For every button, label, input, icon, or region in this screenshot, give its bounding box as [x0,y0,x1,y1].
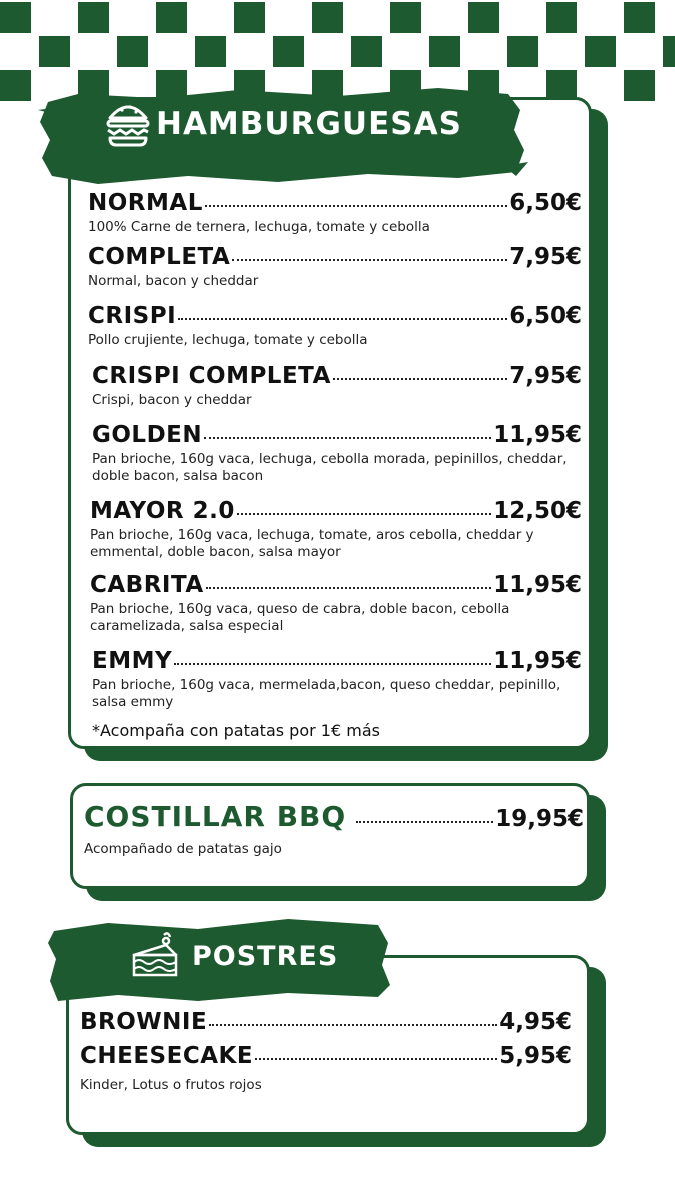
checker-square [195,36,226,67]
item-name: CRISPI [88,303,177,329]
ribs-item [84,800,584,858]
checker-square [468,2,499,33]
item-description: Pan brioche, 160g vaca, lechuga, tomate, aros cebolla, cheddar y emmental, doble bacon, salsa mayor [90,527,534,560]
checker-square [507,36,538,67]
checker-square [624,70,655,101]
item-name: NORMAL [88,190,203,216]
ribs-title: COSTILLAR BBQ [84,800,347,833]
item-name: CHEESECAKE [80,1043,254,1069]
checker-square [117,36,148,67]
burgers-title: HAMBURGUESAS [156,106,462,142]
item-description: Pan brioche, 160g vaca, queso de cabra, doble bacon, cebolla caramelizada, salsa especial [90,601,510,634]
dot-leader [356,821,493,823]
menu-item [80,1009,572,1035]
burgers-banner [38,80,528,190]
checker-square [624,2,655,33]
item-price: 11,95€ [493,572,582,598]
item-price: 11,95€ [493,648,582,674]
menu-item [88,303,582,349]
burger-icon [106,98,150,148]
desserts-title: POSTRES [192,941,339,972]
item-name: GOLDEN [92,422,203,448]
menu-item [88,190,582,236]
item-price: 7,95€ [509,363,582,389]
checker-square [663,36,675,67]
item-price: 6,50€ [509,190,582,216]
checker-square [585,36,616,67]
item-price: 6,50€ [509,303,582,329]
dot-leader [237,513,491,515]
item-description: Pollo crujiente, lechuga, tomate y cebolla [88,332,368,348]
checker-square [546,2,577,33]
checker-square [273,36,304,67]
dot-leader [178,318,507,320]
dot-leader [209,1024,497,1026]
ribs-price: 19,95€ [495,806,584,832]
dot-leader [333,378,507,380]
item-name: MAYOR 2.0 [90,498,235,524]
item-description: Pan brioche, 160g vaca, lechuga, cebolla morada, pepinillos, cheddar, doble bacon, salsa bacon [92,451,567,484]
item-name: COMPLETA [88,244,231,270]
checker-square [312,2,343,33]
item-description: Pan brioche, 160g vaca, mermelada,bacon, queso cheddar, pepinillo, salsa emmy [92,677,561,710]
checker-square [429,36,460,67]
checker-square [390,2,421,33]
dot-leader [174,663,491,665]
item-name: BROWNIE [80,1009,208,1035]
menu-item [90,572,582,635]
item-description: Kinder, Lotus o frutos rojos [80,1077,262,1093]
dot-leader [255,1058,497,1060]
checker-square [78,2,109,33]
menu-item [80,1043,572,1094]
item-price: 12,50€ [493,498,582,524]
menu-item [88,244,582,290]
item-price: 11,95€ [493,422,582,448]
item-price: 7,95€ [509,244,582,270]
dot-leader [204,437,491,439]
checker-square [156,2,187,33]
item-description: Normal, bacon y cheddar [88,273,259,289]
item-price: 5,95€ [499,1043,572,1069]
menu-item [92,363,582,409]
item-name: EMMY [92,648,173,674]
dot-leader [205,205,507,207]
menu-item [90,498,582,561]
item-name: CABRITA [90,572,204,598]
checker-square [39,36,70,67]
item-price: 4,95€ [499,1009,572,1035]
item-description: Crispi, bacon y cheddar [92,392,252,408]
checker-square [351,36,382,67]
menu-item [92,648,582,711]
dot-leader [232,259,507,261]
ribs-description: Acompañado de patatas gajo [84,841,282,857]
checker-square [0,2,31,33]
dot-leader [206,587,492,589]
menu-item [92,422,582,485]
item-name: CRISPI COMPLETA [92,363,331,389]
desserts-banner [48,913,393,1005]
cake-icon [130,931,180,979]
sides-note: *Acompaña con patatas por 1€ más [92,721,380,740]
item-description: 100% Carne de ternera, lechuga, tomate y cebolla [88,219,430,235]
checker-square [0,70,31,101]
checker-square [234,2,265,33]
